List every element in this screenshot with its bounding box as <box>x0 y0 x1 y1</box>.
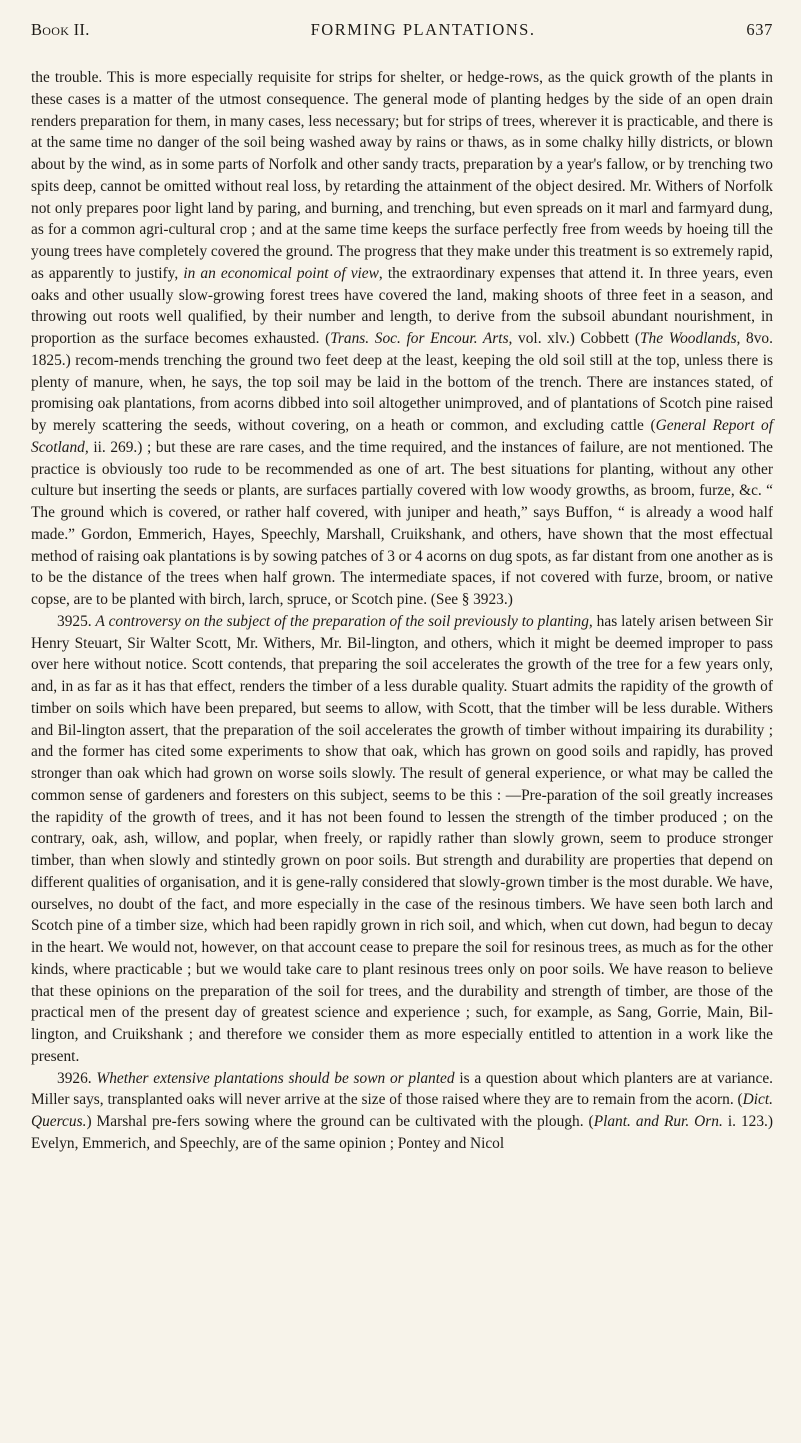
paragraph-continuation: the trouble. This is more especially requisite for strips for shelter, or hedge-rows, as the quick growth of the plants in these cases is a matter of the utmost consequence. The general mode of planting hedges by the side of an open drain renders preparation for them, in many cases, less necessary; but for strips of trees, wherever it is practicable, and there is at the same time no danger of the soil being washed away by rains or thaws, as in some chalky hilly districts, or blown about by the wind, as in some parts of Norfolk and other sandy tracts, preparation by a year's fallow, or by trenching two spits deep, cannot be omitted without real loss, by retarding the attainment of the object desired. Mr. Withers of Norfolk not only prepares poor light land by paring, and burning, and trenching, but even spreads on it marl and farmyard dung, as for a common agri-cultural crop ; and at the same time keeps the surface perfectly free from weeds by hoeing till the young trees have completely covered the ground. The progress that they make under this treatment is so extremely rapid, as apparently to justify, in an economical point of view, the extraordinary expenses that attend it. In three years, even oaks and other usually slow-growing forest trees have covered the land, making shoots of three feet in a season, and throwing out roots well qualified, by their number and length, to derive from the subsoil abundant nourishment, in proportion as the surface becomes exhausted. (Trans. Soc. for Encour. Arts, vol. xlv.) Cobbett (The Woodlands, 8vo. 1825.) recom-mends trenching the ground two feet deep at the least, keeping the old soil still at the top, unless there is plenty of manure, when, he says, the top soil may be laid in the bottom of the trench. There are instances stated, of promising oak plantations, from acorns dibbed into soil altogether unimproved, and of plantations of Scotch pine raised by merely scattering the seeds, without covering, on a heath or common, and excluding cattle (General Report of Scotland, ii. 269.) ; but these are rare cases, and the time required, and the instances of failure, are not mentioned. The practice is obviously too rude to be recommended as one of art. The best situations for planting, without any other culture but inserting the seeds or plants, are surfaces partially covered with low woody growths, as broom, furze, &c. “ The ground which is covered, or rather half covered, with juniper and heath,” says Buffon, “ is already a wood half made.” Gordon, Emmerich, Hayes, Speechly, Marshall, Cruikshank, and others, have shown that the most effectual method of raising oak plantations is by sowing patches of 3 or 4 acorns on dug spots, as far distant from one another as is to be the distance of the trees when half grown. The intermediate spaces, if not covered with furze, broom, or native copse, are to be planted with birch, larch, spruce, or Scotch pine. (See § 3923.) <box>31 69 774 608</box>
chapter-title: FORMING PLANTATIONS. <box>310 20 536 39</box>
book-label: Book II. <box>31 20 90 39</box>
page-number: 637 <box>746 20 773 39</box>
paragraph-3925: 3925. A controversy on the subject of the preparation of the soil previously to planting, has lately arisen between Sir Henry Steuart, Sir Walter Scott, Mr. Withers, Mr. Bil-lington, and others, which it might be deemed improper to pass over here without notice. Scott contends, that preparing the soil accelerates the growth of the tree for a few years only, and, in as far as it has that effect, renders the timber of a less durable quality. Stuart admits the rapidity of the growth of timber on soils which have been prepared, but seems to allow, with Scott, that the timber will be less durable. Withers and Bil-lington assert, that the preparation of the soil accelerates the growth of timber without impairing its durability ; and the former has cited some experiments to show that oak, which has grown on good soils and rapidly, has proved stronger than oak which had grown on worse soils slowly. The result of general experience, or what may be called the common sense of gardeners and foresters on this subject, seems to be this : —Pre-paration of the soil greatly increases the rapidity of the growth of trees, and it has not been found to lessen the strength of the timber produced ; on the contrary, oak, ash, willow, and poplar, when freely, or rapidly rather than slowly grown, seem to produce stronger timber, than when slowly and stintedly grown on poor soils. But strength and durability are properties that depend on different qualities of organisation, and it is gene-rally considered that slowly-grown timber is the most durable. We have, ourselves, no doubt of the fact, and more especially in the case of the resinous timbers. We have seen both larch and Scotch pine of a timber size, which had been rapidly grown in rich soil, and which, when cut down, had begun to decay in the heart. We would not, however, on that account cease to prepare the soil for resinous trees, as much as for the other kinds, where practicable ; but we would take care to plant resinous trees only on poor soils. We have reason to believe that these opinions on the preparation of the soil for trees, and the durability and strength of timber, are those of the practical men of the present day of greatest science and experience ; such, for example, as Sang, Gorrie, Main, Bil-lington, and Cruikshank ; and therefore we consider them as more especially entitled to attention in a work like the present. <box>31 612 773 1065</box>
section-number: 3925. <box>57 612 96 630</box>
section-heading: A controversy on the subject of the preparation of the soil previously to planting, <box>95 612 593 630</box>
paragraph-3926: 3926. Whether extensive plantations should be sown or planted is a question about which planters are at variance. Miller says, transplanted oaks will never arrive at the size of those raised where they are to remain from the acorn. (Dict. Quercus.) Marshal pre-fers sowing where the ground can be cultivated with the plough. (Plant. and Rur. Orn. i. 123.) Evelyn, Emmerich, and Speechly, are of the same opinion ; Pontey and Nicol <box>31 1069 774 1152</box>
body-text <box>31 67 773 1155</box>
section-heading: Whether extensive plantations should be sown or planted <box>96 1069 455 1087</box>
running-header <box>31 20 773 40</box>
section-number: 3926. <box>57 1069 97 1087</box>
